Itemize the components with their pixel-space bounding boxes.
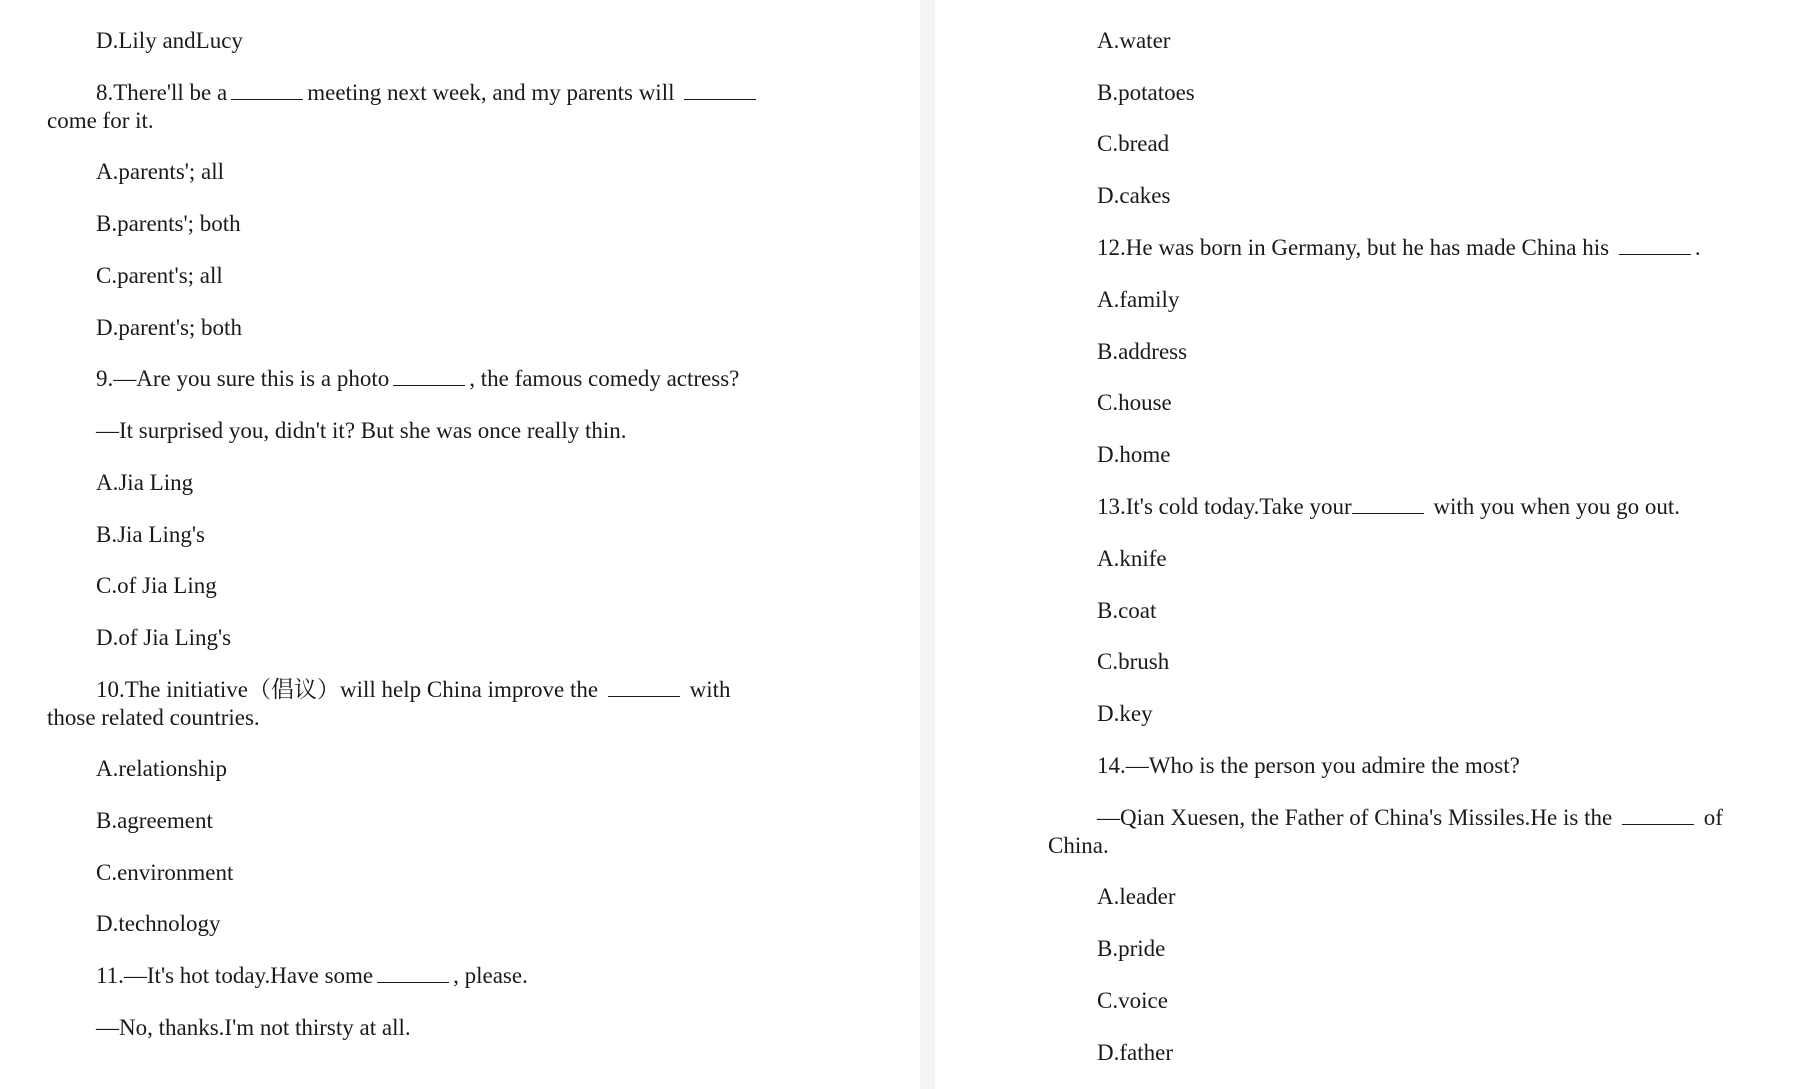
q8-blank-1	[231, 80, 303, 100]
question-9-option-a: A.Jia Ling	[96, 470, 194, 495]
q12-blank	[1619, 235, 1691, 255]
q8-blank-2	[684, 80, 756, 100]
question-12-option-a: A.family	[1097, 287, 1180, 312]
question-8-option-a: A.parents'; all	[96, 159, 225, 184]
question-12-stem	[1097, 234, 1701, 262]
q11-text-part1: 11.—It's hot today.Have some	[96, 963, 374, 988]
question-9-option-b: B.Jia Ling's	[96, 522, 205, 547]
question-11-response: —No, thanks.I'm not thirsty at all.	[96, 1015, 411, 1040]
question-10-option-d: D.technology	[96, 911, 221, 936]
question-11-option-d: D.cakes	[1097, 183, 1171, 208]
question-13-option-b: B.coat	[1097, 598, 1157, 623]
question-10-option-a: A.relationship	[96, 756, 227, 781]
question-9-stem	[96, 365, 739, 393]
question-8-stem	[47, 79, 807, 135]
question-14-option-b: B.pride	[1097, 936, 1166, 961]
question-7-option-d: D.Lily andLucy	[96, 28, 243, 53]
q13-blank	[1352, 494, 1424, 514]
question-12-option-d: D.home	[1097, 442, 1171, 467]
question-13-option-a: A.knife	[1097, 546, 1167, 571]
question-13-option-d: D.key	[1097, 701, 1153, 726]
question-10-stem	[47, 676, 777, 732]
q8-text-part2: meeting next week, and my parents will	[307, 80, 675, 105]
question-11-stem	[96, 962, 528, 990]
q10-text-part1: 10.The initiative（倡议）will help China improve the	[96, 677, 599, 702]
question-14-option-d: D.father	[1097, 1040, 1173, 1065]
q10-blank	[608, 677, 680, 697]
q9-text-part2: , the famous comedy actress?	[469, 366, 740, 391]
question-9-response: —It surprised you, didn't it? But she was once really thin.	[96, 418, 627, 443]
q14-text-part1: —Qian Xuesen, the Father of China's Missiles.He is the	[1097, 805, 1613, 830]
q14-blank	[1622, 805, 1694, 825]
question-10-option-b: B.agreement	[96, 808, 213, 833]
right-page	[935, 0, 1797, 1089]
question-8-option-b: B.parents'; both	[96, 211, 241, 236]
q9-blank	[393, 366, 465, 386]
question-9-option-c: C.of Jia Ling	[96, 573, 217, 598]
q8-text-part3: come for it.	[47, 108, 154, 133]
question-8-option-c: C.parent's; all	[96, 263, 223, 288]
question-12-option-b: B.address	[1097, 339, 1188, 364]
q14-text-part2: of China.	[1048, 805, 1723, 858]
question-8-option-d: D.parent's; both	[96, 315, 242, 340]
q9-text-part1: 9.—Are you sure this is a photo	[96, 366, 390, 391]
q8-text-part1: 8.There'll be a	[96, 80, 228, 105]
q12-text-part2: .	[1694, 235, 1701, 260]
question-14-option-c: C.voice	[1097, 988, 1168, 1013]
question-14-stem: 14.—Who is the person you admire the most?	[1097, 753, 1520, 778]
q13-text-part2: with you when you go out.	[1433, 494, 1680, 519]
q13-text-part1: 13.It's cold today.Take your	[1097, 494, 1352, 519]
q12-text-part1: 12.He was born in Germany, but he has made China his	[1097, 235, 1610, 260]
q11-blank	[377, 963, 449, 983]
question-10-option-c: C.environment	[96, 860, 234, 885]
question-9-option-d: D.of Jia Ling's	[96, 625, 232, 650]
question-14-response	[1048, 804, 1763, 860]
q11-text-part2: , please.	[453, 963, 528, 988]
question-11-option-c: C.bread	[1097, 131, 1170, 156]
question-14-option-a: A.leader	[1097, 884, 1176, 909]
question-13-stem	[1097, 493, 1680, 521]
q10-text-part2: with those related countries.	[47, 677, 731, 730]
question-11-option-a: A.water	[1097, 28, 1171, 53]
question-12-option-c: C.house	[1097, 390, 1172, 415]
question-11-option-b: B.potatoes	[1097, 80, 1195, 105]
question-13-option-c: C.brush	[1097, 649, 1170, 674]
